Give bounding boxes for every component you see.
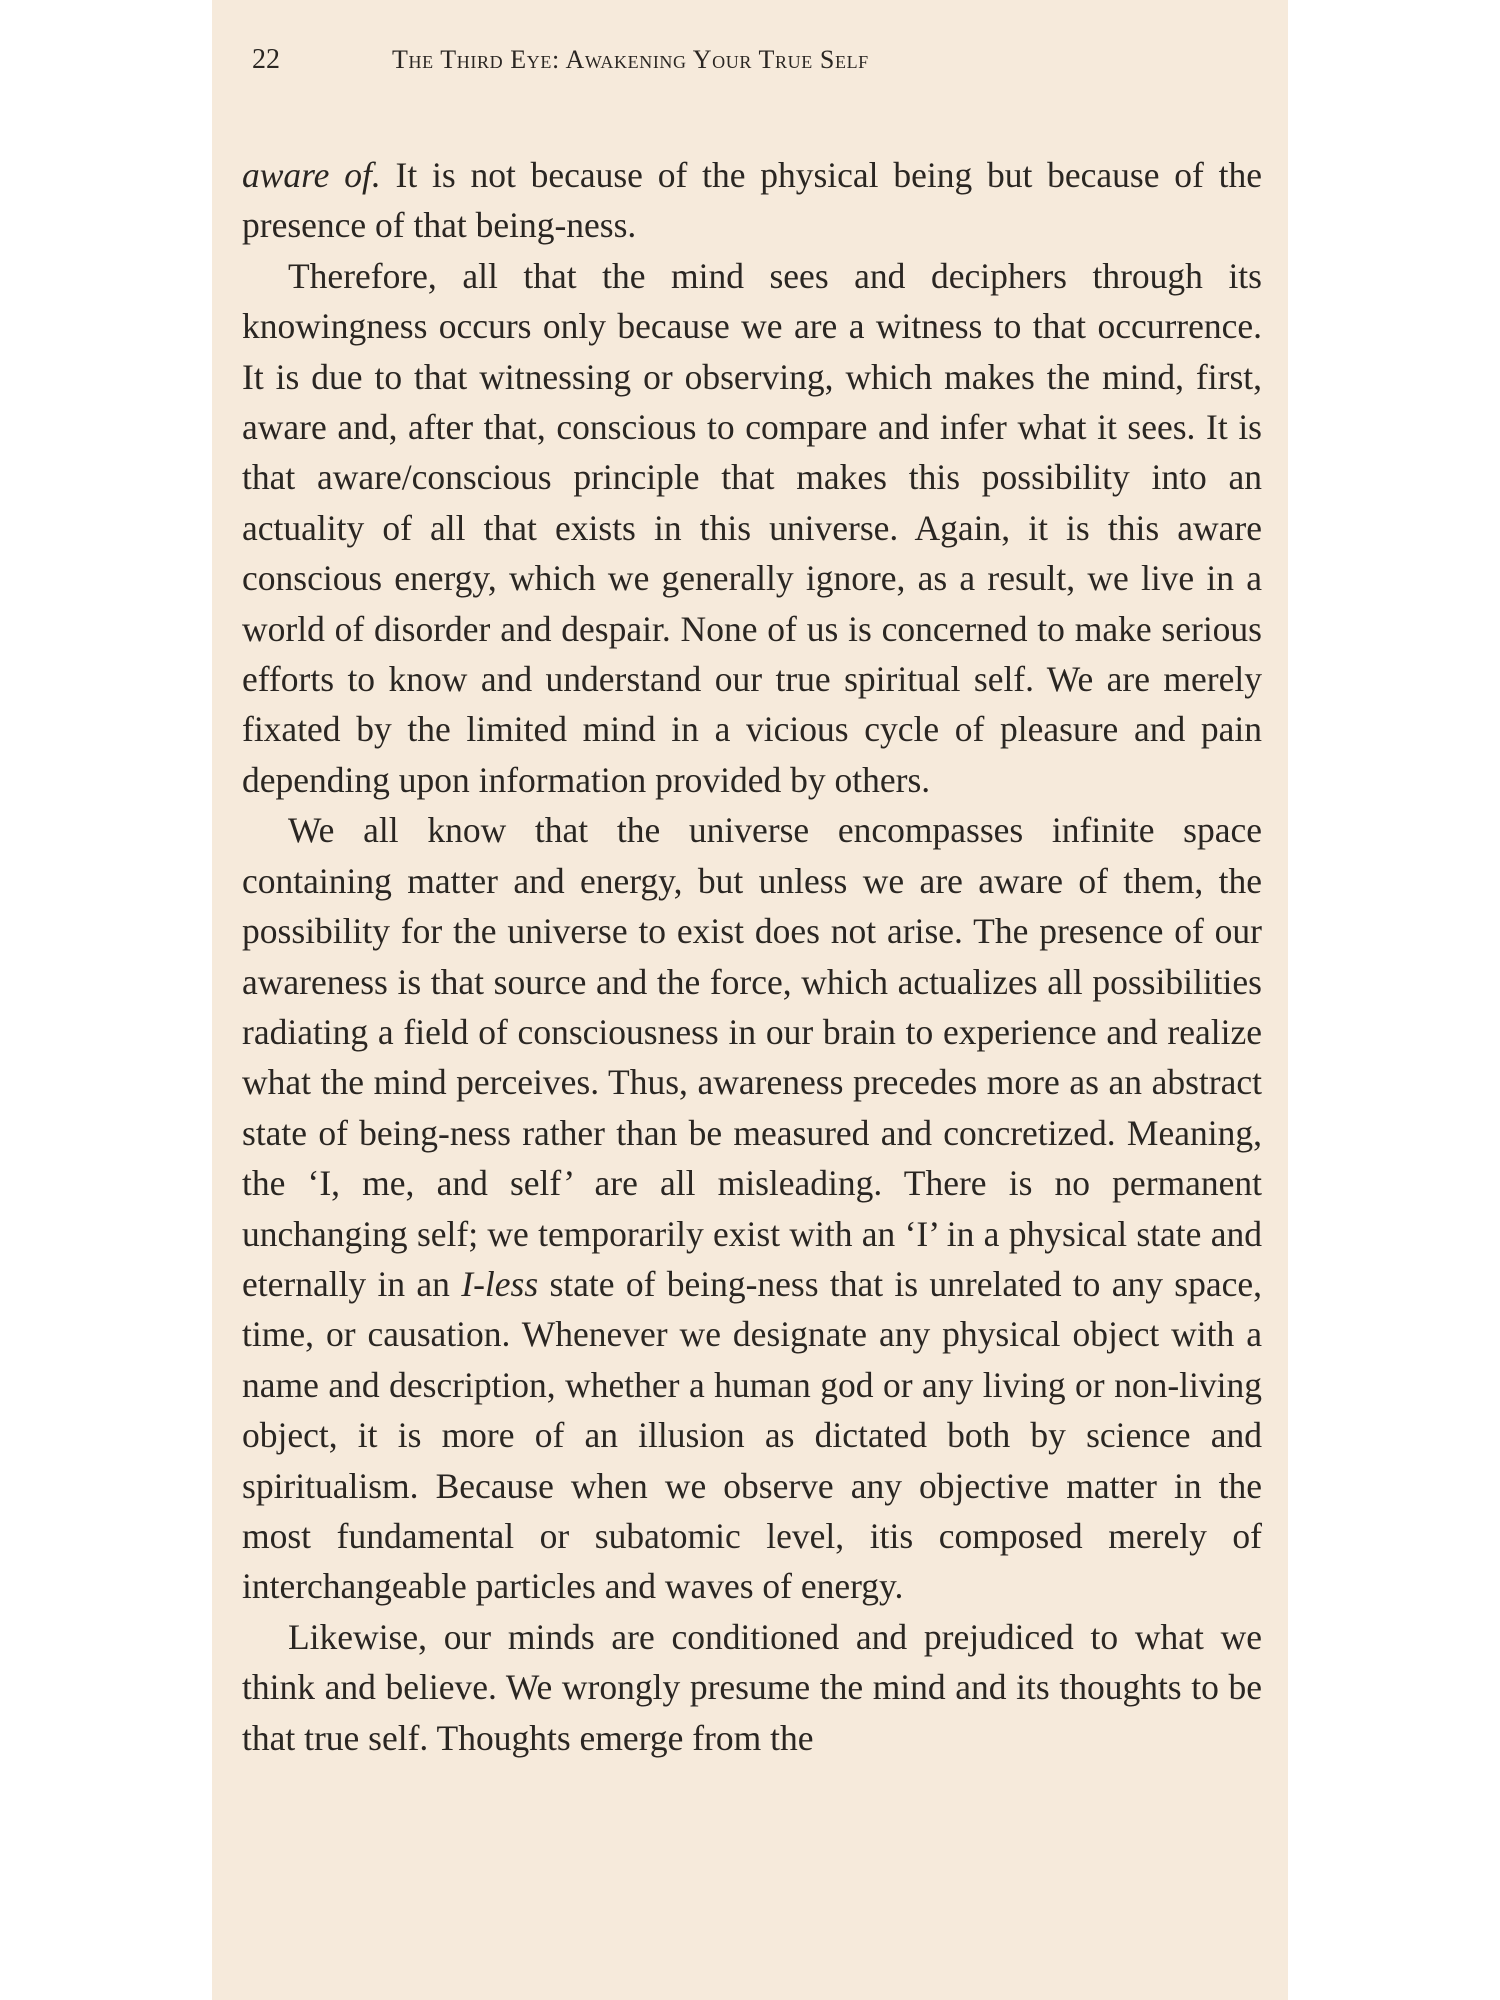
paragraph-3-text-before: We all know that the universe encompasses infinite space containing matter and energy, but unless we are aware of them, the possibility for the universe to exist does not arise. The presence of our awareness is that source and the force, which actualizes all possibilities radiating a field of consciousness in our brain to experience and realize what the mind perceives. Thus, awareness precedes more as an abstract state of being-ness rather than be measured and concretized. Meaning, the ‘I, me, and self’ are all misleading. There is no permanent unchanging self; we temporarily exist with an ‘I’ in a physical state and eternally in an [242, 810, 1262, 1304]
paragraph-4: Likewise, our minds are conditioned and prejudiced to what we think and believe. We wrongly presume the mind and its thoughts to be that true self. Thoughts emerge from the [242, 1616, 1262, 1758]
paragraph-1 [242, 150, 1262, 251]
book-page [212, 0, 1288, 2000]
paragraph-1-text: It is not because of the physical being but because of the presence of that being-ness. [242, 155, 1262, 246]
paragraph-3-italic-term: I-less [461, 1263, 539, 1304]
paragraph-1-italic-lead: aware of. [242, 155, 381, 195]
running-head [252, 40, 1252, 80]
book-title: The Third Eye: Awakening Your True Self [392, 45, 869, 74]
page-number: 22 [252, 44, 280, 75]
paragraph-3 [242, 805, 1262, 1612]
body-text [242, 150, 1262, 1763]
paragraph-3-text-after: state of being-ness that is unrelated to any space, time, or causation. Whenever we designate any physical object with a name and description, whether a human god or any living or non-living object, it is more of an illusion as dictated both by science and spiritualism. Because when we observe any objective matter in the most fundamental or subatomic level, itis composed merely of interchangeable particles and waves of energy. [242, 1263, 1262, 1607]
paragraph-2: Therefore, all that the mind sees and deciphers through its knowingness occurs only because we are a witness to that occurrence. It is due to that witnessing or observing, which makes the mind, first, aware and, after that, conscious to compare and infer what it sees. It is that aware/conscious principle that makes this possibility into an actuality of all that exists in this universe. Again, it is this aware conscious energy, which we generally ignore, as a result, we live in a world of disorder and despair. None of us is concerned to make serious efforts to know and understand our true spiritual self. We are merely fixated by the limited mind in a vicious cycle of pleasure and pain depending upon information provided by others. [242, 255, 1262, 800]
